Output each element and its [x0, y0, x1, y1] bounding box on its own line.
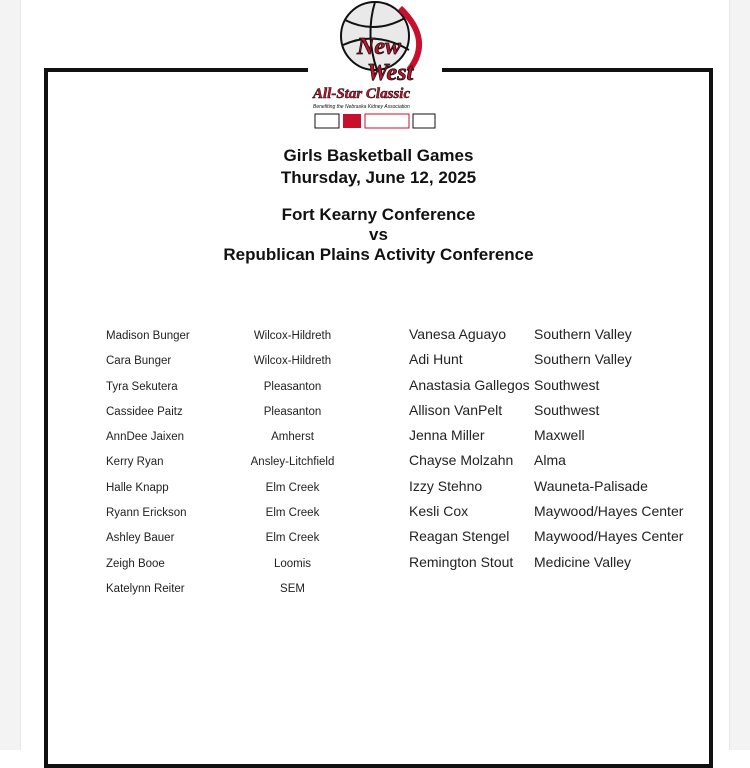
player-school: Southwest [534, 376, 600, 393]
sponsor-logo-4 [413, 114, 435, 128]
player-name: Cara Bunger [106, 355, 172, 368]
player-name: Anastasia Gallegos [409, 376, 530, 393]
right-roster-schools [534, 322, 683, 575]
player-school: SEM [280, 582, 305, 595]
team-1: Fort Kearny Conference [281, 205, 476, 224]
player-school: Elm Creek [265, 532, 320, 545]
player-school: Wilcox-Hildreth [253, 330, 332, 342]
team-2: Republican Plains Activity Conference [223, 245, 534, 264]
player-name: Allison VanPelt [409, 401, 503, 418]
player-name: Kerry Ryan [106, 456, 164, 469]
player-school: Elm Creek [265, 481, 320, 494]
player-school: Southern Valley [534, 351, 632, 368]
logo-tagline: Benefiting the Nebraska Kidney Association [313, 104, 410, 110]
player-name: Zeigh Booe [106, 557, 165, 570]
player-name: Reagan Stengel [409, 528, 510, 545]
player-name: Chayse Molzahn [409, 452, 514, 469]
sponsor-logo-1 [315, 114, 339, 128]
game-date: Thursday, June 12, 2025 [280, 168, 477, 187]
player-school: Maywood/Hayes Center [534, 528, 684, 545]
player-school: Alma [534, 452, 566, 469]
player-school: Amherst [271, 431, 314, 444]
player-name: Katelynn Reiter [106, 582, 185, 595]
player-name: Kesli Cox [409, 503, 469, 520]
player-name: AnnDee Jaixen [106, 431, 184, 444]
player-school: Southern Valley [534, 326, 632, 342]
player-school: Maxwell [534, 427, 585, 444]
player-name: Ashley Bauer [106, 532, 175, 545]
logo-title-classic: All-Star Classic [313, 86, 411, 102]
left-roster-names [106, 324, 190, 602]
right-roster-names [409, 322, 530, 575]
left-margin [0, 0, 21, 750]
sponsor-logo-2 [343, 114, 361, 128]
player-name: Tyra Sekutera [106, 380, 178, 393]
player-name: Halle Knapp [106, 481, 169, 494]
player-school: Loomis [273, 557, 312, 570]
player-name: Vanesa Aguayo [409, 326, 507, 342]
versus-label: vs [369, 225, 388, 244]
player-school: Wauneta-Palisade [534, 477, 648, 494]
player-name: Cassidee Paitz [106, 405, 183, 418]
player-name: Ryann Erickson [106, 507, 187, 520]
logo-title-west: West [367, 60, 414, 86]
player-name: Jenna Miller [409, 427, 485, 444]
player-name: Izzy Stehno [409, 477, 483, 494]
player-school: Southwest [534, 401, 600, 418]
player-school: Pleasanton [263, 405, 322, 418]
sponsor-logo-3 [365, 114, 409, 128]
player-school: Medicine Valley [534, 553, 632, 570]
player-school: Wilcox-Hildreth [253, 355, 332, 368]
player-school: Pleasanton [263, 380, 322, 393]
player-school: Elm Creek [265, 507, 320, 520]
logo-title-new: New [357, 34, 401, 60]
matchup-block [44, 205, 713, 265]
player-name: Remington Stout [409, 553, 514, 570]
player-school: Maywood/Hayes Center [534, 503, 684, 520]
player-name: Madison Bunger [106, 330, 190, 342]
game-title-block [44, 145, 713, 189]
new-west-all-star-classic-logo [305, 0, 445, 136]
left-roster-schools [230, 324, 355, 602]
player-name: Adi Hunt [409, 351, 463, 368]
player-school: Ansley-Litchfield [250, 456, 335, 469]
game-title: Girls Basketball Games [283, 146, 474, 165]
right-margin [729, 0, 750, 750]
